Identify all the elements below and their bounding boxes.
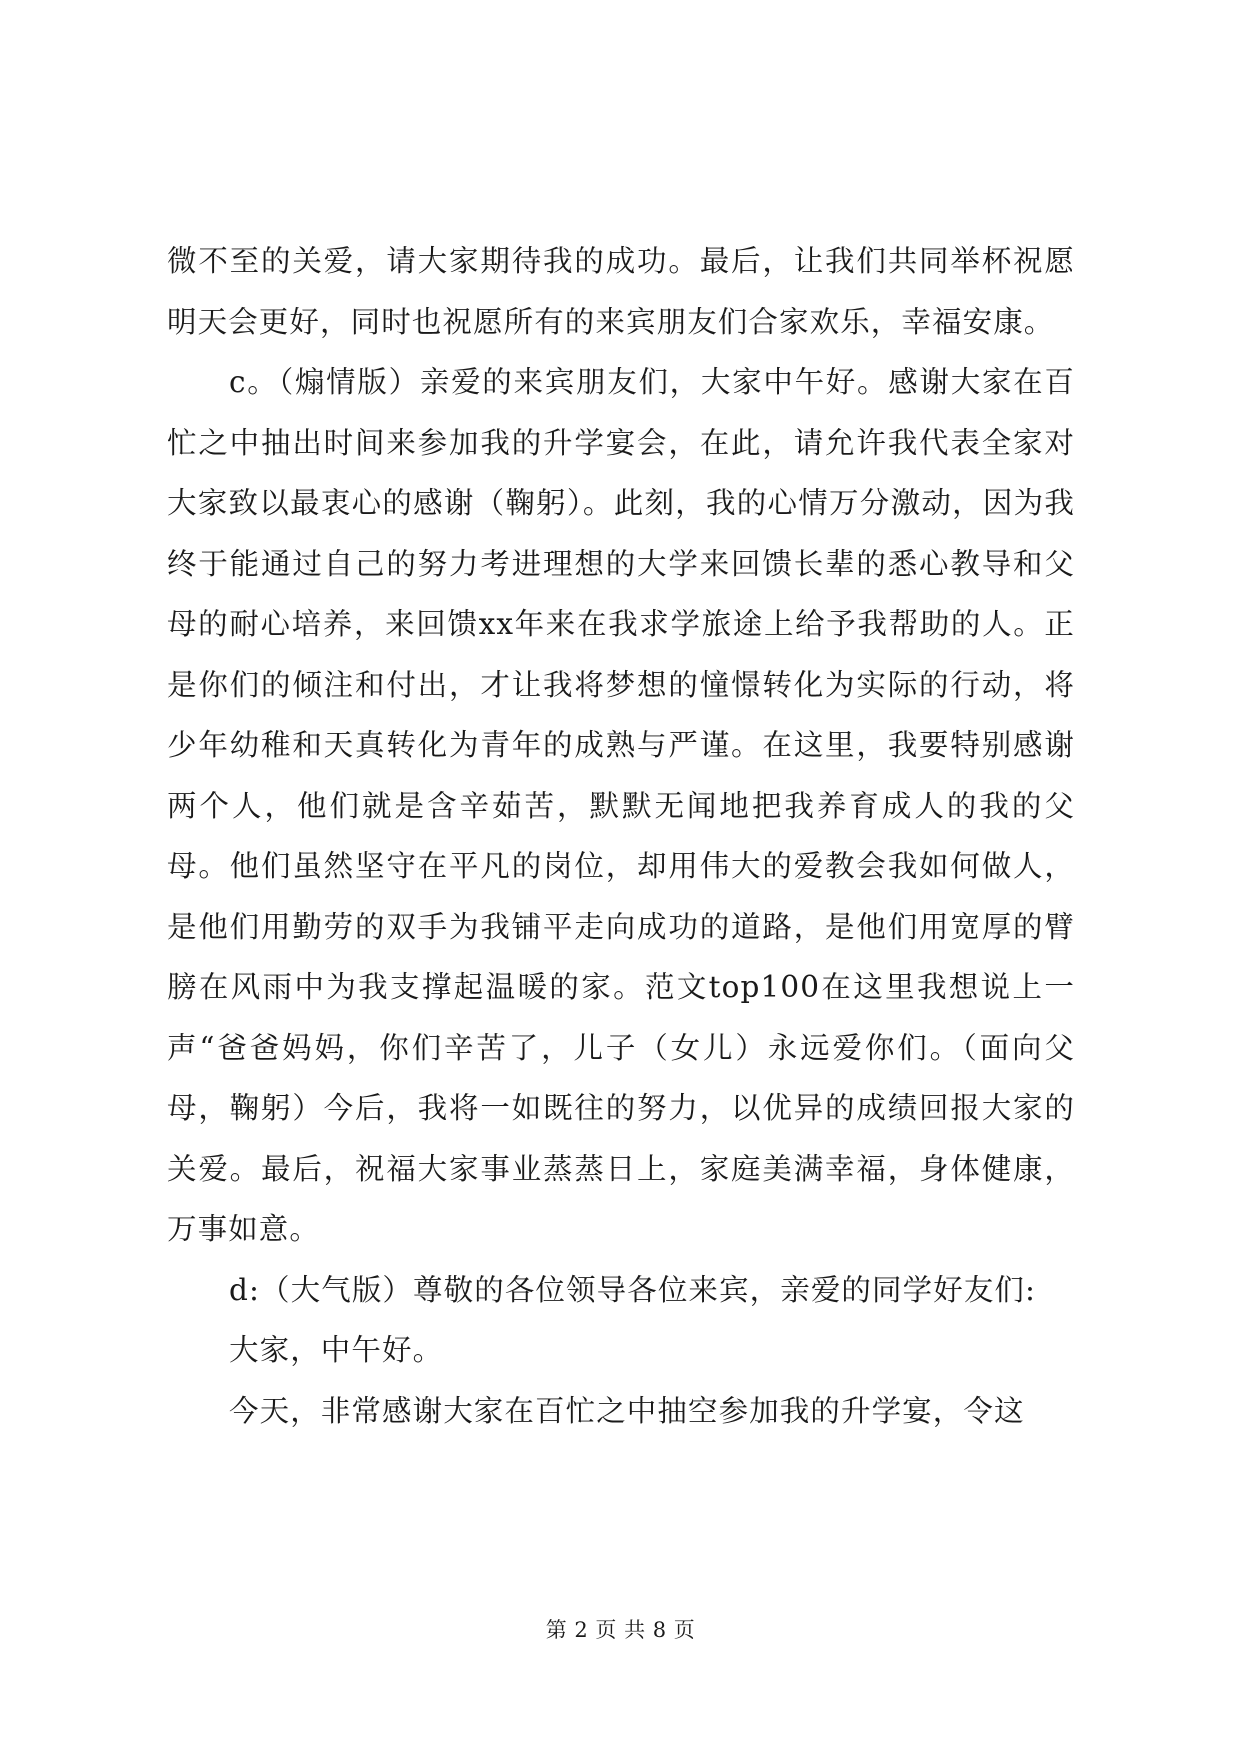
page-number-label: 第 2 页 共 8 页 — [545, 1618, 696, 1642]
paragraph-2: c。（煽情版）亲爱的来宾朋友们，大家中午好。感谢大家在百忙之中抽出时间来参加我的升学宴会，在此，请允许我代表全家对大家致以最衷心的感谢（鞠躬）。此刻，我的心情万分激动，因为我终于能通过自己的努力考进理想的大学来回馈长辈的悉心教导和父母的耐心培养，来回馈xx年来在我求学旅途上给予我帮助的人。正是你们的倾注和付出，才让我将梦想的憧憬转化为实际的行动，将少年幼稚和天真转化为青年的成熟与严谨。在这里，我要特别感谢两个人，他们就是含辛茹苦，默默无闻地把我养育成人的我的父母。他们虽然坚守在平凡的岗位，却用伟大的爱教会我如何做人，是他们用勤劳的双手为我铺平走向成功的道路，是他们用宽厚的臂膀在风雨中为我支撑起温暖的家。范文top100在这里我想说上一声“爸爸妈妈，你们辛苦了，儿子（女儿）永远爱你们。（面向父母，鞠躬）今后，我将一如既往的努力，以优异的成绩回报大家的关爱。最后，祝福大家事业蒸蒸日上，家庭美满幸福，身体健康，万事如意。 — [167, 365, 1075, 1246]
paragraph-4: 大家，中午好。 — [229, 1333, 444, 1367]
paragraph-3: d:（大气版）尊敬的各位领导各位来宾，亲爱的同学好友们: — [229, 1272, 1037, 1307]
page-footer — [0, 1617, 1241, 1643]
document-body — [167, 231, 1075, 1441]
paragraph-1: 微不至的关爱，请大家期待我的成功。最后，让我们共同举杯祝愿明天会更好，同时也祝愿所有的来宾朋友们合家欢乐，幸福安康。 — [167, 244, 1075, 339]
paragraph-5: 今天，非常感谢大家在百忙之中抽空参加我的升学宴，令这 — [229, 1393, 1025, 1428]
